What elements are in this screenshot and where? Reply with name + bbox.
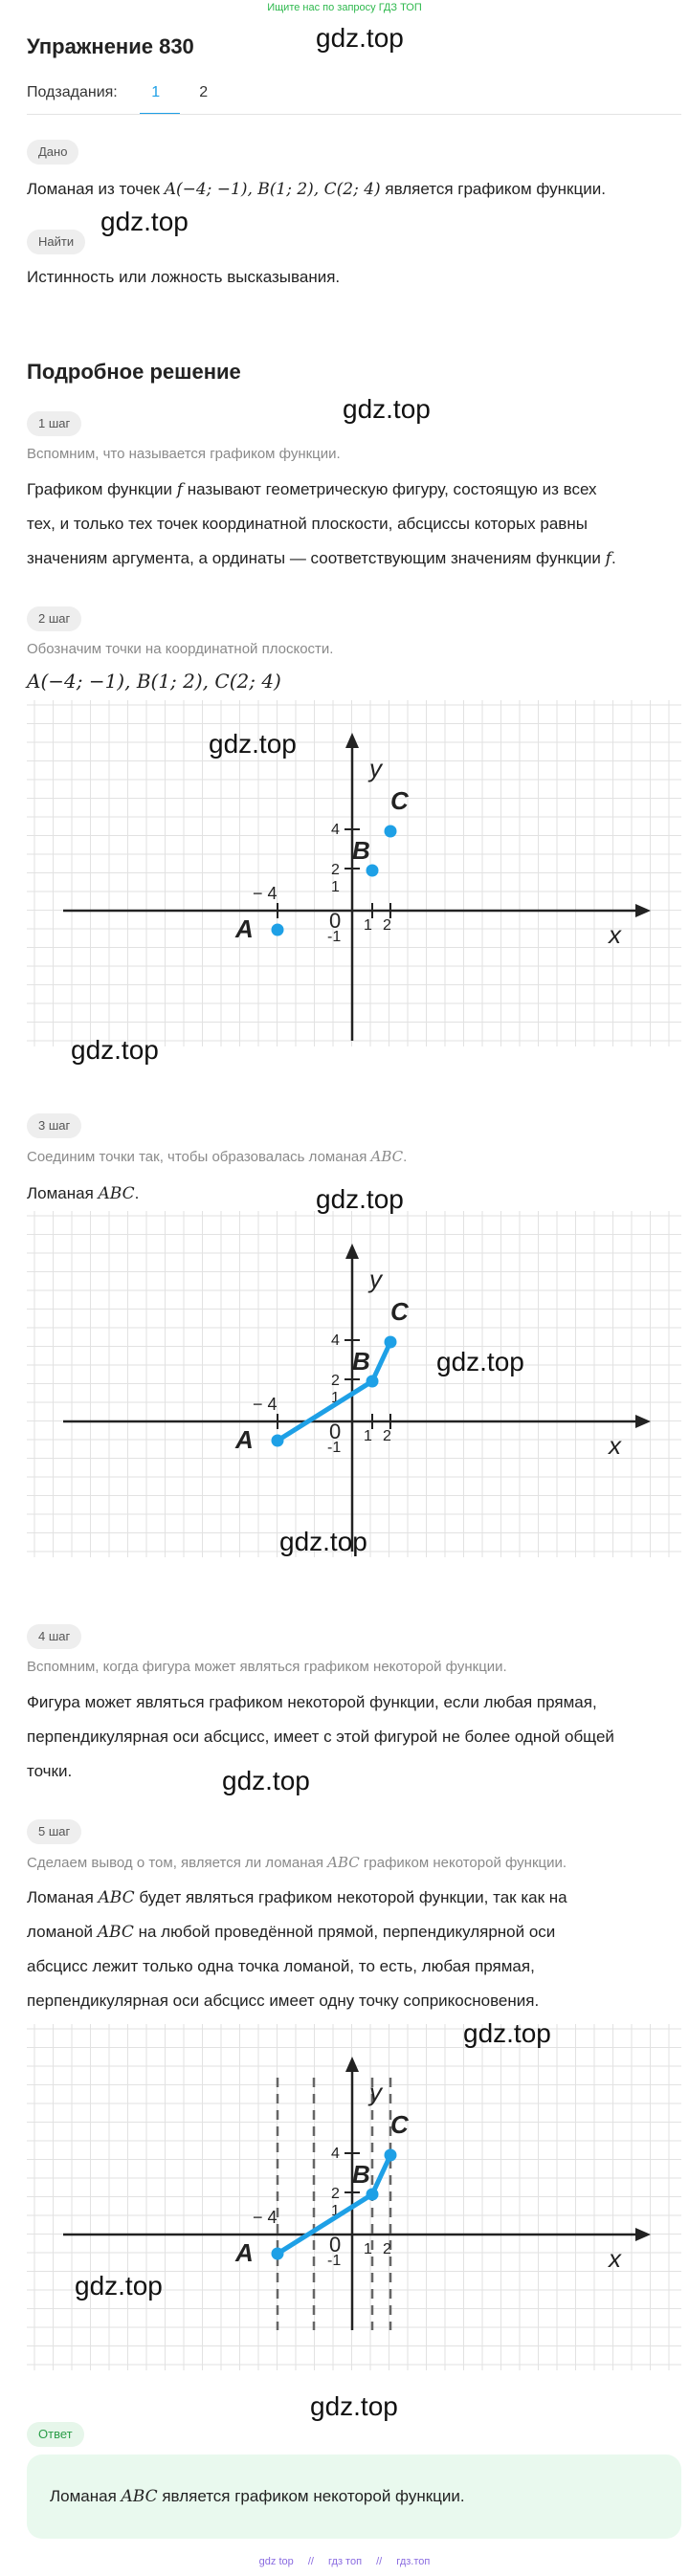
point-a bbox=[272, 924, 284, 936]
point-label-b: B bbox=[352, 836, 370, 865]
step-1-hint: Вспомним, что называется графиком функции. bbox=[27, 446, 341, 462]
step-2-points: A(−4; −1), B(1; 2), C(2; 4) bbox=[27, 670, 281, 693]
watermark: gdz.top bbox=[316, 23, 404, 53]
grid bbox=[27, 2024, 681, 2370]
footer-sep: // bbox=[376, 2556, 383, 2567]
step-5-badge: 5 шаг bbox=[27, 1819, 81, 1844]
step-4-line-3: точки. bbox=[27, 1762, 73, 1780]
solution-title: Подробное решение bbox=[27, 360, 241, 384]
step-3-badge: 3 шаг bbox=[27, 1113, 81, 1138]
step-3-hint: Соединим точки так, чтобы образовалась ломаная ABC. bbox=[27, 1148, 408, 1165]
point-c bbox=[385, 826, 397, 838]
origin-label: 0 bbox=[329, 1420, 342, 1443]
tick-y-minus-1: -1 bbox=[327, 1440, 342, 1456]
point-a bbox=[272, 1435, 284, 1447]
page-title: Упражнение 830 bbox=[27, 34, 194, 58]
watermark: gdz.top bbox=[100, 207, 189, 236]
watermark: gdz.top bbox=[463, 2018, 551, 2048]
point-c bbox=[385, 2149, 397, 2162]
given-text: Ломаная из точек A(−4; −1), B(1; 2), C(2; 4) является графиком функции. bbox=[27, 180, 606, 199]
graph-points bbox=[27, 700, 681, 1046]
watermark: gdz.top bbox=[436, 1347, 524, 1376]
origin-label: 0 bbox=[329, 2233, 342, 2257]
step-5-line-3: абсцисс лежит только одна точка ломаной, то есть, любая прямая, bbox=[27, 1957, 535, 1975]
point-label-c: C bbox=[390, 2110, 409, 2139]
watermark: gdz.top bbox=[343, 394, 431, 424]
tick-y-4: 4 bbox=[331, 2146, 340, 2162]
y-axis-label: y bbox=[369, 2078, 382, 2106]
watermark: gdz.top bbox=[316, 1184, 404, 1214]
step-4-badge: 4 шаг bbox=[27, 1624, 81, 1649]
point-label-c: C bbox=[390, 1297, 409, 1326]
step-1-line-3: значениям аргумента, а ординаты — соответствующим значениям функции f. bbox=[27, 549, 616, 568]
subtask-tab-2[interactable]: 2 bbox=[199, 84, 209, 100]
tick-y-4: 4 bbox=[331, 822, 340, 838]
watermark: gdz.top bbox=[279, 1527, 367, 1556]
step-5-line-1: Ломаная ABC будет являться графиком некоторой функции, так как на bbox=[27, 1888, 567, 1907]
step-4-line-1: Фигура может являться графиком некоторой функции, если любая прямая, bbox=[27, 1693, 597, 1711]
y-axis-label: y bbox=[369, 1265, 382, 1293]
tick-x-2: 2 bbox=[383, 917, 391, 934]
step-4-line-2: перпендикулярная оси абсцисс, имеет с этой фигурой не более одной общей bbox=[27, 1728, 614, 1746]
point-c bbox=[385, 1336, 397, 1349]
x-axis-label: x bbox=[609, 920, 621, 949]
x-axis-label: x bbox=[609, 1431, 621, 1460]
point-label-a: A bbox=[235, 1425, 254, 1454]
tick-y-minus-1: -1 bbox=[327, 2253, 342, 2269]
grid bbox=[27, 700, 681, 1046]
find-text: Истинность или ложность высказывания. bbox=[27, 268, 341, 286]
graph-vertical-lines bbox=[27, 2024, 681, 2370]
grid bbox=[27, 1211, 681, 1557]
footer-link-2[interactable]: гдз топ bbox=[328, 2556, 363, 2567]
step-1-line-2: тех, и только тех точек координатной плоскости, абсциссы которых равны bbox=[27, 515, 588, 533]
promo-banner[interactable]: Ищите нас по запросу ГДЗ ТОП bbox=[267, 2, 422, 13]
point-label-b: B bbox=[352, 1347, 370, 1376]
x-axis-label: x bbox=[609, 2244, 621, 2273]
footer-sep: // bbox=[307, 2556, 314, 2567]
watermark: gdz.top bbox=[209, 729, 297, 759]
watermark: gdz.top bbox=[71, 1035, 159, 1065]
find-badge: Найти bbox=[27, 230, 85, 254]
tick-x-minus-4: − 4 bbox=[253, 884, 278, 903]
step-4-hint: Вспомним, когда фигура может являться графиком некоторой функции. bbox=[27, 1659, 507, 1675]
answer-badge: Ответ bbox=[27, 2422, 84, 2447]
point-label-a: A bbox=[235, 2238, 254, 2267]
tick-x-2: 2 bbox=[383, 1428, 391, 1444]
point-b bbox=[367, 1376, 379, 1388]
point-b bbox=[367, 865, 379, 877]
point-a bbox=[272, 2248, 284, 2260]
point-b bbox=[367, 2189, 379, 2201]
watermark: gdz.top bbox=[310, 2391, 398, 2421]
step-1-line-1: Графиком функции f называют геометрическую фигуру, состоящую из всех bbox=[27, 480, 597, 499]
footer-link-1[interactable]: gdz top bbox=[258, 2556, 294, 2567]
step-3-text: Ломаная ABC. bbox=[27, 1184, 140, 1203]
step-2-hint: Обозначим точки на координатной плоскости. bbox=[27, 641, 334, 657]
tick-y-1: 1 bbox=[331, 879, 340, 895]
tick-x-minus-4: − 4 bbox=[253, 1395, 278, 1414]
tick-y-4: 4 bbox=[331, 1332, 340, 1349]
y-axis-label: y bbox=[369, 754, 382, 782]
watermark: gdz.top bbox=[75, 2271, 163, 2301]
origin-label: 0 bbox=[329, 909, 342, 933]
subtasks-nav bbox=[27, 84, 213, 101]
tick-y-1: 1 bbox=[331, 1390, 340, 1406]
point-label-a: A bbox=[235, 914, 254, 943]
answer-box: Ломаная ABC является графиком некоторой функции. bbox=[27, 2455, 681, 2539]
footer-links bbox=[0, 2556, 689, 2567]
footer-link-3[interactable]: гдз.топ bbox=[396, 2556, 431, 2567]
watermark: gdz.top bbox=[222, 1766, 310, 1795]
tick-x-1: 1 bbox=[364, 2241, 372, 2257]
tick-y-minus-1: -1 bbox=[327, 929, 342, 945]
graph-polyline bbox=[27, 1211, 681, 1557]
point-label-c: C bbox=[390, 786, 409, 815]
subtasks-label: Подзадания: bbox=[27, 84, 118, 100]
divider bbox=[27, 114, 681, 115]
tick-x-minus-4: − 4 bbox=[253, 2208, 278, 2227]
step-5-line-2: ломаной ABC на любой проведённой прямой, перпендикулярной оси bbox=[27, 1923, 556, 1942]
step-2-badge: 2 шаг bbox=[27, 606, 81, 631]
subtask-tab-1[interactable]: 1 bbox=[151, 84, 161, 100]
tick-x-2: 2 bbox=[383, 2241, 391, 2257]
step-5-line-4: перпендикулярная оси абсцисс имеет одну точку соприкосновения. bbox=[27, 1992, 540, 2010]
tick-y-1: 1 bbox=[331, 2203, 340, 2219]
step-1-badge: 1 шаг bbox=[27, 411, 81, 436]
given-badge: Дано bbox=[27, 140, 78, 165]
tick-x-1: 1 bbox=[364, 1428, 372, 1444]
tick-y-2: 2 bbox=[331, 862, 340, 878]
point-label-b: B bbox=[352, 2160, 370, 2189]
tick-x-1: 1 bbox=[364, 917, 372, 934]
step-5-hint: Сделаем вывод о том, является ли ломаная ABC графиком некоторой функции. bbox=[27, 1854, 567, 1871]
tick-y-2: 2 bbox=[331, 2186, 340, 2202]
tick-y-2: 2 bbox=[331, 1373, 340, 1389]
